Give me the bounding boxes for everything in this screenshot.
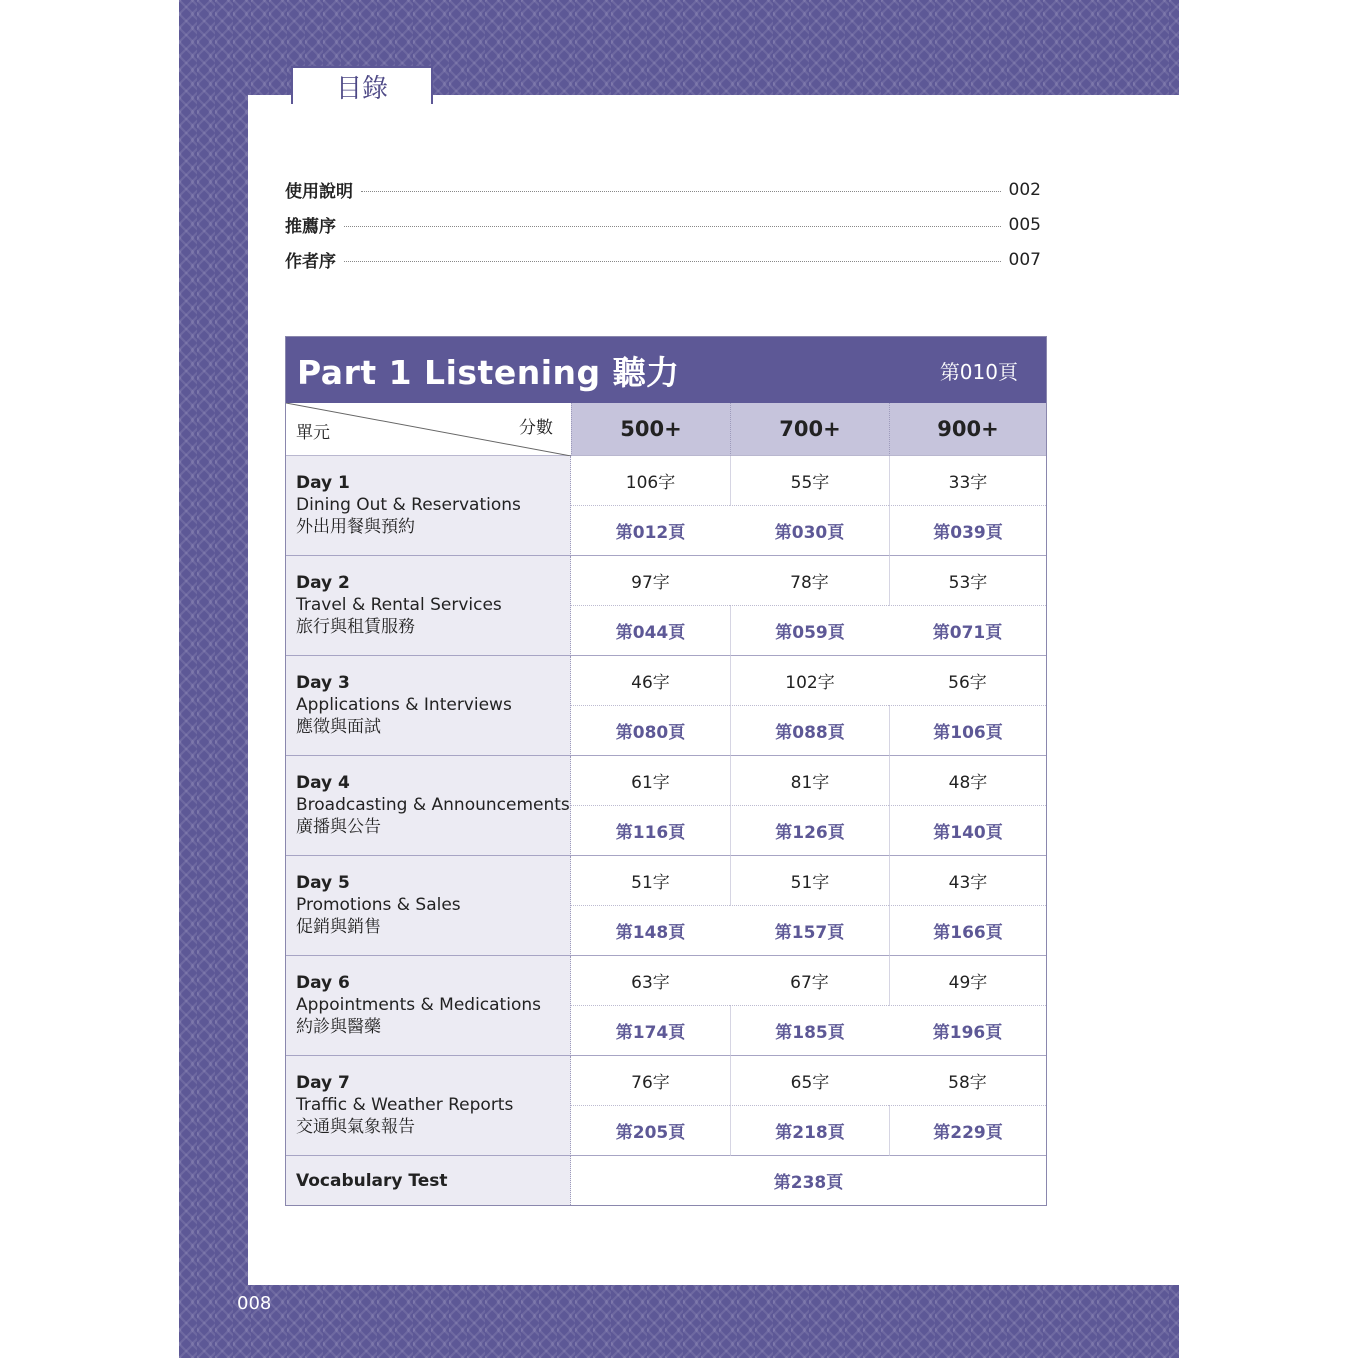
- page-ref-cell: 第030頁: [730, 506, 889, 556]
- part-header: [286, 337, 1046, 403]
- unit-title-zh: 約診與醫藥: [296, 1017, 381, 1037]
- unit-title-zh: 應徵與面試: [296, 717, 381, 737]
- unit-title-zh: 旅行與租賃服務: [296, 617, 415, 637]
- page-ref-cell: 第012頁: [571, 506, 730, 556]
- word-count-cell: 106字: [571, 456, 730, 506]
- vocabulary-test-label: Vocabulary Test: [286, 1156, 571, 1205]
- page-number: 008: [237, 1293, 272, 1314]
- unit-title-zh: 交通與氣象報告: [296, 1117, 415, 1137]
- toc-entry: [285, 207, 1041, 242]
- unit-day: Day 1: [296, 473, 350, 493]
- word-count-cell: 49字: [889, 956, 1046, 1006]
- page-ref-cell: 第080頁: [571, 706, 730, 756]
- page-ref-cell: 第088頁: [730, 706, 889, 756]
- level-header: 900+: [889, 403, 1046, 456]
- word-count-cell: 97字: [571, 556, 730, 606]
- unit-cell: [286, 456, 571, 556]
- page-ref-cell: 第174頁: [571, 1006, 730, 1056]
- unit-cell: [286, 556, 571, 656]
- page-ref-cell: 第044頁: [571, 606, 730, 656]
- toc-leader-dots: [344, 226, 1001, 227]
- unit-day: Day 3: [296, 673, 350, 693]
- section-tab: [291, 66, 433, 104]
- vocabulary-test-page: 第238頁: [773, 1173, 844, 1193]
- header-score-label: 分數: [519, 418, 553, 438]
- page-ref-cell: 第218頁: [730, 1106, 889, 1156]
- word-count-cell: 65字: [730, 1056, 889, 1106]
- word-count-cell: 51字: [730, 856, 889, 906]
- unit-title-en: Broadcasting & Announcements: [296, 795, 570, 815]
- unit-day: Day 6: [296, 973, 350, 993]
- level-header: 500+: [571, 403, 730, 456]
- page-ref-cell: 第166頁: [889, 906, 1046, 956]
- unit-cell: [286, 1056, 571, 1156]
- word-count-cell: 55字: [730, 456, 889, 506]
- page-ref-cell: 第185頁: [730, 1006, 889, 1056]
- unit-title-en: Appointments & Medications: [296, 995, 541, 1015]
- page-ref-cell: 第140頁: [889, 806, 1046, 856]
- word-count-cell: 43字: [889, 856, 1046, 906]
- toc-entry-page: 007: [1008, 249, 1041, 270]
- toc-entry-title: 使用說明: [285, 182, 353, 202]
- level-header: 700+: [730, 403, 889, 456]
- page-ref-cell: 第205頁: [571, 1106, 730, 1156]
- toc-entry-title: 作者序: [285, 252, 336, 272]
- page-ref-cell: 第126頁: [730, 806, 889, 856]
- toc-entry: [285, 242, 1041, 277]
- word-count-cell: 53字: [889, 556, 1046, 606]
- toc-entry: [285, 172, 1041, 207]
- word-count-cell: 61字: [571, 756, 730, 806]
- unit-title-zh: 外出用餐與預約: [296, 517, 415, 537]
- toc-entry-page: 002: [1008, 179, 1041, 200]
- part-grid: [286, 403, 1046, 1205]
- word-count-cell: 58字: [889, 1056, 1046, 1106]
- page-ref-cell: 第106頁: [889, 706, 1046, 756]
- unit-title-en: Applications & Interviews: [296, 695, 512, 715]
- unit-day: Day 7: [296, 1073, 350, 1093]
- word-count-cell: 102字: [730, 656, 889, 706]
- unit-day: Day 5: [296, 873, 350, 893]
- section-tab-label: 目錄: [335, 73, 388, 104]
- unit-day: Day 4: [296, 773, 350, 793]
- page-ref-cell: 第148頁: [571, 906, 730, 956]
- toc-list: [285, 172, 1041, 277]
- header-unit-cell: [286, 403, 571, 456]
- word-count-cell: 63字: [571, 956, 730, 1006]
- page-ref-cell: 第157頁: [730, 906, 889, 956]
- header-unit-label: 單元: [296, 423, 330, 443]
- unit-cell: [286, 656, 571, 756]
- word-count-cell: 81字: [730, 756, 889, 806]
- word-count-cell: 33字: [889, 456, 1046, 506]
- unit-day: Day 2: [296, 573, 350, 593]
- page-ref-cell: 第059頁: [730, 606, 889, 656]
- word-count-cell: 78字: [730, 556, 889, 606]
- unit-title-en: Promotions & Sales: [296, 895, 461, 915]
- unit-title-en: Travel & Rental Services: [296, 595, 502, 615]
- word-count-cell: 48字: [889, 756, 1046, 806]
- page-ref-cell: 第229頁: [889, 1106, 1046, 1156]
- part-table: [285, 336, 1047, 1206]
- word-count-cell: 46字: [571, 656, 730, 706]
- toc-leader-dots: [344, 261, 1001, 262]
- word-count-cell: 56字: [889, 656, 1046, 706]
- page-ref-cell: 第196頁: [889, 1006, 1046, 1056]
- part-title: Part 1 Listening 聽力: [297, 352, 680, 392]
- unit-cell: [286, 756, 571, 856]
- toc-entry-title: 推薦序: [285, 217, 336, 237]
- page-ref-cell: 第116頁: [571, 806, 730, 856]
- unit-title-en: Traffic & Weather Reports: [296, 1095, 514, 1115]
- unit-title-en: Dining Out & Reservations: [296, 495, 521, 515]
- unit-title-zh: 廣播與公告: [296, 817, 381, 837]
- unit-title-zh: 促銷與銷售: [296, 917, 381, 937]
- unit-cell: [286, 956, 571, 1056]
- toc-leader-dots: [361, 191, 1001, 192]
- toc-entry-page: 005: [1008, 214, 1041, 235]
- word-count-cell: 51字: [571, 856, 730, 906]
- page-ref-cell: 第071頁: [889, 606, 1046, 656]
- word-count-cell: 76字: [571, 1056, 730, 1106]
- page-ref-cell: 第039頁: [889, 506, 1046, 556]
- unit-cell: [286, 856, 571, 956]
- word-count-cell: 67字: [730, 956, 889, 1006]
- part-page: 第010頁: [939, 359, 1018, 384]
